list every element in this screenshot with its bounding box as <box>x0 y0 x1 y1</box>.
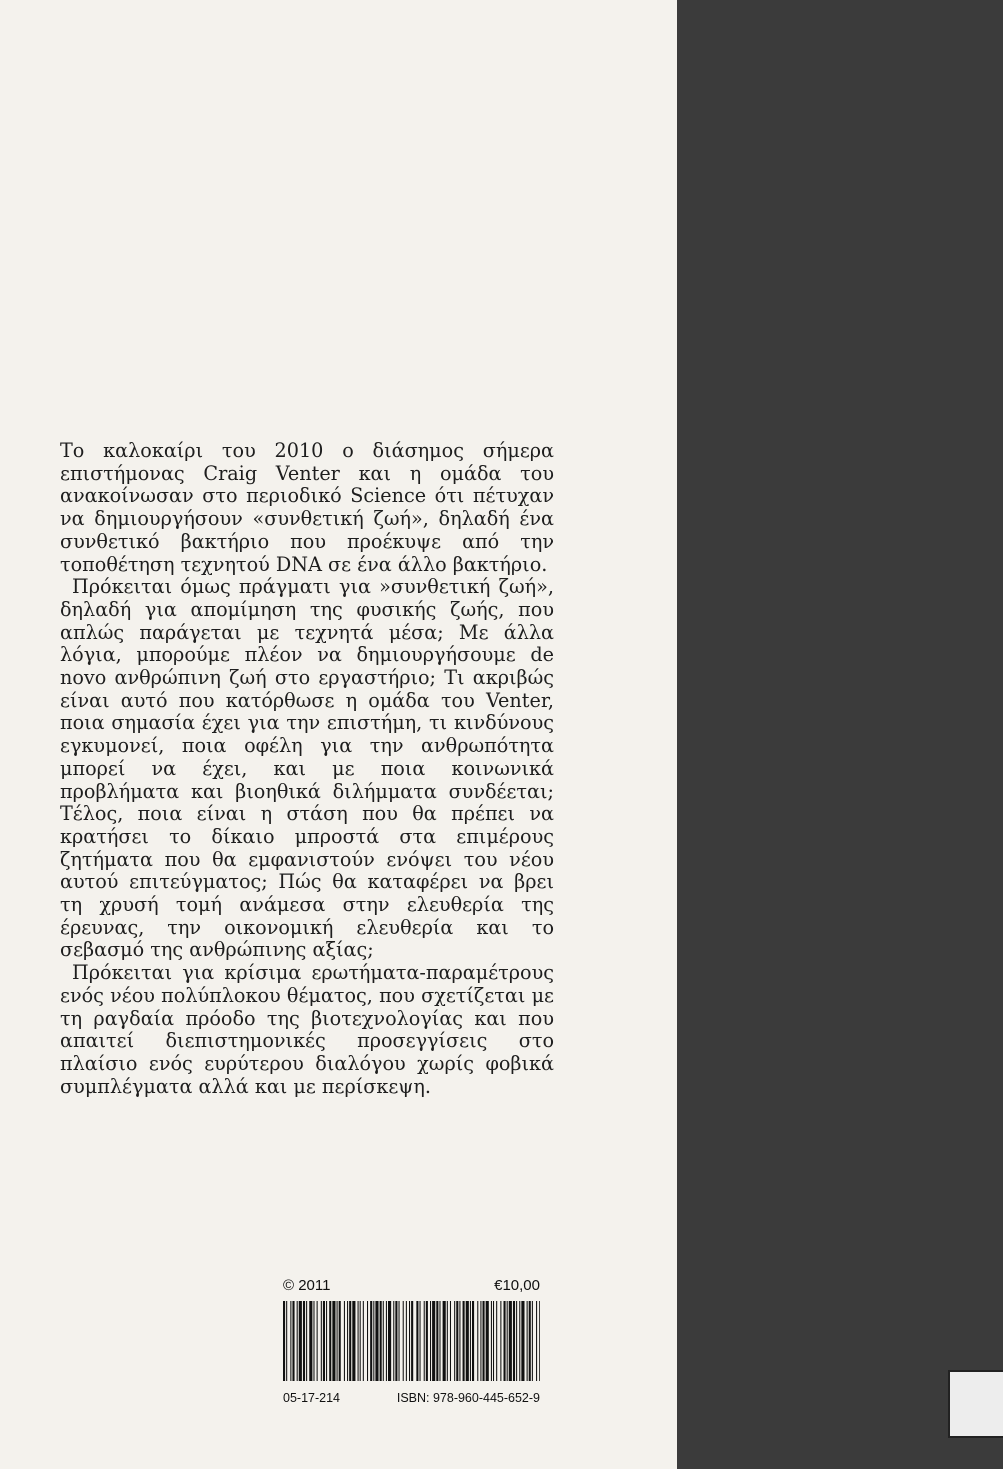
barcode-bar <box>383 1301 384 1381</box>
barcode-bar <box>395 1301 397 1381</box>
barcode-bar <box>443 1301 446 1381</box>
barcode-bar <box>380 1301 382 1381</box>
barcode-bar <box>393 1301 394 1381</box>
barcode-bar <box>399 1301 400 1381</box>
barcode-bar <box>329 1301 331 1381</box>
barcode-bar <box>292 1301 294 1381</box>
barcode-bar <box>504 1301 506 1381</box>
barcode-bar <box>299 1301 302 1381</box>
barcode-image <box>283 1301 540 1381</box>
barcode-bar <box>519 1301 520 1381</box>
barcode-bar <box>403 1301 404 1381</box>
barcode-bar <box>313 1301 314 1381</box>
product-code: 05-17-214 <box>283 1391 340 1405</box>
barcode-bar <box>416 1301 418 1381</box>
barcode-bar <box>439 1301 440 1381</box>
barcode-bar <box>424 1301 425 1381</box>
isbn-label: ISBN: 978-960-445-652-9 <box>396 1391 540 1405</box>
barcode-bar <box>436 1301 438 1381</box>
barcode-bar <box>539 1301 540 1381</box>
barcode-bar <box>326 1301 327 1381</box>
barcode-bar <box>486 1301 489 1381</box>
barcode-bar <box>406 1301 407 1381</box>
barcode-bar <box>367 1301 368 1381</box>
barcode-bar <box>472 1301 474 1381</box>
barcode-bar <box>496 1301 497 1381</box>
barcode-bar <box>470 1301 471 1381</box>
barcode-bar <box>516 1301 517 1381</box>
barcode-bar <box>337 1301 338 1381</box>
barcode-bar <box>388 1301 391 1381</box>
barcode-bar <box>409 1301 410 1381</box>
barcode-bar <box>370 1301 372 1381</box>
barcode-bar <box>477 1301 478 1381</box>
barcode-bar <box>513 1301 515 1381</box>
barcode-bar <box>306 1301 307 1381</box>
barcode-bar <box>432 1301 435 1381</box>
price-label: €10,00 <box>494 1277 540 1294</box>
barcode-bar <box>480 1301 481 1381</box>
barcode-bar <box>450 1301 451 1381</box>
barcode-bar <box>317 1301 318 1381</box>
barcode-bar <box>456 1301 458 1381</box>
barcode-bar <box>420 1301 421 1381</box>
barcode-bar <box>500 1301 501 1381</box>
barcode-bar <box>323 1301 325 1381</box>
barcode-bar <box>309 1301 312 1381</box>
barcode-bar <box>283 1301 285 1381</box>
barcode-bar <box>491 1301 492 1381</box>
barcode-bar <box>466 1301 469 1381</box>
barcode-bar <box>536 1301 537 1381</box>
barcode-bar <box>373 1301 374 1381</box>
barcode-bar <box>483 1301 485 1381</box>
barcode-bar <box>332 1301 335 1381</box>
barcode-bar <box>532 1301 533 1381</box>
barcode-bar <box>509 1301 512 1381</box>
barcode-bar <box>339 1301 341 1381</box>
barcode-bar <box>347 1301 348 1381</box>
barcode-bar <box>360 1301 361 1381</box>
blurb-paragraph-1: Το καλοκαίρι του 2010 ο διάσημος σήμερα επιστήμονας Craig Venter και η ομάδα του ανακοίνωσαν στο περιοδικό Science ότι πέτυχαν να δημιουργήσουν «συνθετική ζωή», δηλαδή ένα συνθετικό βακτήριο που προέκυψε από την τοποθέτηση τεχνητού DNA σε ένα άλλο βακτήριο. <box>60 439 554 576</box>
barcode-bar <box>286 1301 287 1381</box>
barcode-bar <box>363 1301 364 1381</box>
barcode-bar <box>426 1301 428 1381</box>
barcode-bar <box>527 1301 528 1381</box>
barcode-bar <box>375 1301 378 1381</box>
spine-sticker <box>948 1370 1003 1438</box>
barcode-bar <box>521 1301 524 1381</box>
blurb-paragraph-3: Πρόκειται για κρίσιμα ερωτήματα-παραμέτρους ενός νέου πολύπλοκου θέματος, που σχετίζεται με τη ραγδαία πρόοδο της βιοτεχνολογίας και που απαιτεί διεπιστημονικές προσεγγίσεις στο πλαίσιο ενός ευρύτερου διαλόγου χωρίς φοβικά συμπλέγματα αλλά και με περίσκεψη. <box>60 961 554 1098</box>
barcode-bar <box>358 1301 359 1381</box>
barcode-bar <box>386 1301 387 1381</box>
barcode-bar <box>529 1301 531 1381</box>
barcode-bar <box>349 1301 351 1381</box>
barcode-bar <box>321 1301 322 1381</box>
barcode-bar <box>297 1301 298 1381</box>
barcode-bar <box>411 1301 413 1381</box>
book-spine <box>677 0 1003 1469</box>
barcode-bar <box>447 1301 448 1381</box>
barcode-bar <box>463 1301 465 1381</box>
back-cover-blurb <box>60 440 554 1098</box>
blurb-paragraph-2: Πρόκειται όμως πράγματι για »συνθετική ζωή», δηλαδή για απομίμηση της φυσικής ζωής, που απλώς παράγεται με τεχνητά μέσα; Με άλλα λόγια, μπορούμε πλέον να δημιουργήσουμε de novo ανθρώπινη ζωή στο εργαστήριο; Τι ακριβώς είναι αυτό που κατόρθωσε η ομάδα του Venter, ποια σημασία έχει για την επιστήμη, τι κινδύνους εγκυμονεί, ποια οφέλη για την ανθρωπότητα μπορεί να έχει, και με ποια κοινωνικά προβλήματα και βιοηθικά διλήμματα συνδέεται; Τέλος, ποια είναι η στάση που θα πρέπει να κρατήσει το δίκαιο μπροστά στα επιμέρους ζητήματα που θα εμφανιστούν ενόψει του νέου αυτού επιτεύγματος; Πώς θα καταφέρει να βρει τη χρυσή τομή ανάμεσα στην ελευθερία της έρευνας, την οικονομική ελευθερία και το σεβασμό της ανθρώπινης αξίας; <box>60 575 554 962</box>
barcode-block <box>283 1277 540 1405</box>
barcode-bar <box>430 1301 431 1381</box>
barcode-bar <box>303 1301 305 1381</box>
barcode-bar <box>344 1301 345 1381</box>
barcode-bar <box>507 1301 508 1381</box>
barcode-bar <box>454 1301 455 1381</box>
copyright-label: © 2011 <box>283 1277 331 1294</box>
barcode-bar <box>352 1301 355 1381</box>
barcode-bar <box>493 1301 494 1381</box>
barcode-bar <box>290 1301 291 1381</box>
barcode-bar <box>459 1301 460 1381</box>
